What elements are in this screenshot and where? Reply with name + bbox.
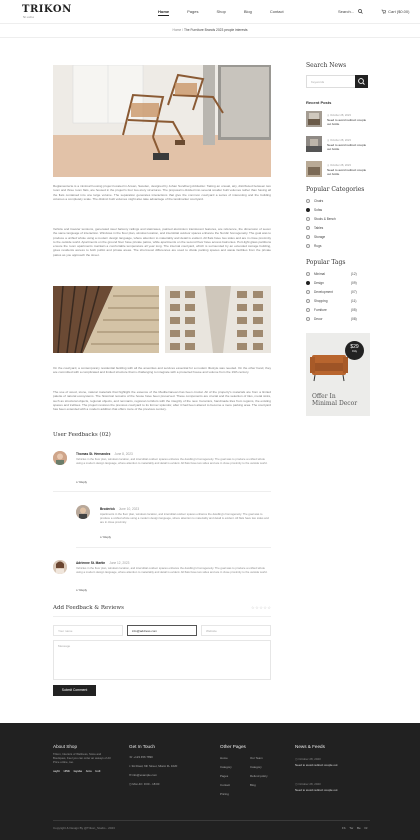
recent-post-title[interactable]: Need to avoid redirect couple out bottle — [327, 168, 367, 176]
site-footer — [0, 723, 420, 840]
footer-hours — [129, 782, 159, 786]
category-stools[interactable] — [306, 217, 336, 221]
recent-post-date — [327, 113, 351, 117]
sidebar-search-title: Search News — [306, 62, 347, 69]
category-label: Sofas — [314, 208, 323, 212]
categories-title: Popular Categories — [306, 186, 365, 193]
footer-news-date-text: October 28, 2023 — [298, 782, 321, 786]
radio-icon — [306, 244, 310, 248]
footer-phone-text: +123 456 7890 — [133, 755, 153, 759]
radio-icon — [306, 308, 310, 312]
footer-link[interactable]: Pricing — [220, 792, 229, 796]
dribbble-icon[interactable]: Dr — [364, 826, 368, 830]
radio-icon — [306, 281, 310, 285]
tag-shopping[interactable] — [306, 299, 327, 303]
category-storage[interactable] — [306, 235, 325, 239]
footer-copyright: Copyright & Design By @Trikon_Studio - 2023 — [53, 826, 115, 830]
star-icon[interactable]: ☆ — [259, 605, 264, 610]
recent-post-title[interactable]: Need to avoid redirect couple out bottle — [327, 118, 367, 126]
logo[interactable]: TRIKON — [22, 4, 72, 15]
tag-label: Development — [314, 290, 333, 294]
radio-icon — [306, 272, 310, 276]
comment-text: Vehicles in the floor plan, windows location, and interstitial outdoor spaces enhance the dwelling's homogeneity. The goal was to produce a unified whole using a modern design language, where attention to materiality and detail is evident. All flats have two sides and are in close proximity to the outside world. — [76, 457, 268, 465]
radio-icon — [306, 199, 310, 203]
tag-label: Design — [314, 281, 324, 285]
avatar — [53, 560, 67, 574]
reply-button[interactable] — [100, 535, 111, 539]
reply-label: Reply — [79, 480, 88, 484]
hero-image — [53, 65, 271, 177]
price-value: $29 — [350, 344, 359, 350]
reply-icon: ↩ — [100, 535, 104, 539]
recent-post-thumb[interactable] — [306, 161, 322, 177]
architecture-image-2 — [165, 286, 271, 353]
brand-logo: Arca — [85, 770, 92, 773]
tags-title: Popular Tags — [306, 259, 346, 266]
comment-date: June 8, 2023 — [114, 452, 133, 456]
category-sofas[interactable] — [306, 208, 322, 212]
tag-count: (11) — [351, 299, 357, 303]
comment-author — [76, 452, 133, 456]
breadcrumb-separator: / — [182, 28, 184, 32]
footer-link[interactable]: Pages — [220, 774, 229, 778]
price-sub: Only — [351, 350, 358, 353]
footer-link[interactable]: Category — [250, 765, 262, 769]
radio-icon — [306, 299, 310, 303]
phone-icon: ☏ — [129, 755, 134, 759]
footer-news-date-text: October 28, 2023 — [298, 757, 321, 761]
footer-news-title-link[interactable]: Need to avoid redirect couple out — [295, 763, 338, 767]
calendar-icon: ◷ — [295, 757, 299, 761]
nav-blog[interactable]: Blog — [243, 9, 252, 14]
comment-author — [76, 561, 129, 565]
footer-address-text: 3A Road, 6th Street, Miami FL 1020 — [131, 764, 178, 768]
footer-hours-text: Mon-Fri: 9:00 - 18:00 — [132, 782, 160, 786]
nav-home[interactable]: Home — [158, 9, 170, 14]
comment-author — [100, 507, 139, 511]
tag-development[interactable] — [306, 290, 333, 294]
rating-stars[interactable] — [251, 605, 271, 610]
footer-link[interactable]: Refund policy — [250, 774, 268, 778]
promo-title — [312, 393, 357, 407]
clock-icon: ◷ — [129, 782, 133, 786]
reply-label: Reply — [79, 588, 88, 592]
footer-link[interactable]: Our Team — [250, 756, 263, 760]
comment-date: June 12, 2023 — [109, 561, 130, 565]
main-nav — [158, 9, 302, 16]
comment-author-name: Broderick — [100, 507, 115, 511]
category-label: Chairs — [314, 199, 324, 203]
radio-icon — [306, 317, 310, 321]
footer-brands — [53, 770, 100, 773]
footer-about-title: About Shop — [53, 744, 78, 749]
radio-icon — [306, 226, 310, 230]
footer-about-text: Trikon, Interiors of Wellness, Store and Boutiques, Feel you can order an assays of All Price online, too. — [53, 752, 111, 764]
comment-author-name: Adrienne St. Martin — [76, 561, 106, 565]
footer-news-date — [295, 782, 321, 786]
location-icon: ⌖ — [129, 764, 132, 768]
nav-shop[interactable]: Shop — [216, 9, 226, 14]
footer-email[interactable] — [129, 773, 157, 777]
comment-author-name: Thomas St. Hernandez — [76, 452, 111, 456]
header-search-placeholder: Search... — [338, 9, 355, 14]
email-input[interactable]: info@address.com — [127, 625, 197, 636]
radio-icon — [306, 235, 310, 239]
category-label: Storage — [314, 235, 326, 239]
brand-logo: bolt — [95, 770, 101, 773]
cart-button[interactable] — [381, 9, 409, 14]
radio-icon — [306, 290, 310, 294]
category-label: Stools & Bench — [314, 217, 336, 221]
avatar — [53, 451, 67, 465]
tag-count: (12) — [351, 272, 357, 276]
tag-count: (09) — [351, 281, 357, 285]
footer-link[interactable]: Contact — [220, 783, 230, 787]
nav-pages[interactable]: Pages — [187, 9, 199, 14]
radio-icon — [306, 208, 310, 212]
recent-post-thumb[interactable] — [306, 111, 322, 127]
article-paragraph-4: The use of wood, stone, natural materials that highlight the essence of the Mediterranean has been crucial. All of the property's materials are from a limited palette of natural ecosystems. The historical remains of the house have been preserved. These components are crucial and the selection of tiles, metal sinks, such as structural objects, regional objects, and remnants, regional corridors with the integrity of the new. Ceramics, handmade tiles from regions, the existing spaces and trellises. The project restores the previous courtyard to its former splendor, after it had been altered to become a mere parking area. The courtyard has been extended with a modern addition that offers more of the previous century. — [53, 390, 271, 412]
tag-count: (05) — [351, 308, 357, 312]
price-badge — [345, 341, 364, 360]
search-icon — [358, 9, 363, 14]
reply-label: Reply — [103, 535, 112, 539]
search-icon — [355, 75, 368, 88]
name-input[interactable]: Your name — [53, 625, 123, 636]
tag-label: Minimal — [314, 272, 325, 276]
header-search[interactable] — [338, 9, 363, 14]
footer-link[interactable]: Blog — [250, 783, 256, 787]
tag-count: (08) — [351, 317, 357, 321]
calendar-icon: ◷ — [327, 114, 331, 117]
category-label: Tables — [314, 226, 324, 230]
category-rugs[interactable] — [306, 244, 321, 248]
tag-minimal[interactable] — [306, 272, 325, 276]
article-paragraph-1: Reglamenterte is a minimal housing project located in Ansan, Sweden, designed by Johan Sundberg Arkitektur. Taking an unsual, airy, distributed between two room and three room flats, are housed in the project's four two-story structures. The proposal is divided into several smaller built volumes rather than having all the flats contained into one large volume. The separation generates interactions that give the common courtyard a series of interesting and the building volumes a completely scale. The distinct built volumes might also take advantage of the landmarker courtyard. — [53, 184, 271, 201]
promo-title-line1: Offer In — [312, 393, 336, 400]
breadcrumb-home[interactable]: Home — [172, 28, 182, 32]
promo-title-line2: Minimal Decor — [312, 400, 358, 407]
footer-news-title: News & Feeds — [295, 744, 325, 749]
star-icon[interactable]: ☆ — [263, 605, 268, 610]
category-chairs[interactable] — [306, 199, 323, 203]
star-icon[interactable]: ☆ — [267, 605, 272, 610]
calendar-icon: ◷ — [327, 164, 331, 167]
calendar-icon: ◷ — [327, 139, 331, 142]
recent-post-date-text: October 28, 2023 — [330, 114, 351, 117]
footer-address — [129, 764, 177, 768]
promo-banner[interactable] — [306, 333, 370, 416]
footer-divider — [53, 820, 370, 821]
recent-post-date-text: October 28, 2023 — [330, 164, 351, 167]
tag-decor[interactable] — [306, 317, 323, 321]
recent-posts-title: Recent Posts — [306, 100, 332, 105]
recent-post-thumb[interactable] — [306, 136, 322, 152]
twitter-icon[interactable]: Tw — [349, 826, 354, 830]
tag-design[interactable] — [306, 281, 324, 285]
footer-link[interactable]: Home — [220, 756, 228, 760]
behance-icon[interactable]: Be — [356, 826, 361, 830]
cart-label: Cart ($0.00) — [388, 9, 410, 14]
tag-label: Shopping — [314, 299, 328, 303]
category-tables[interactable] — [306, 226, 323, 230]
message-textarea[interactable]: Message — [53, 640, 271, 680]
tag-label: Decor — [314, 317, 323, 321]
recent-post-date — [327, 163, 351, 167]
submit-comment-button[interactable]: Submit Comment — [53, 685, 96, 696]
tag-furniture[interactable] — [306, 308, 327, 312]
article-paragraph-3: On the courtyard, a contemporary residential building with all the amenities and services essential for a modern lifestyle was needed. On the other hand, they are committed with a complicated and limited structure that is challenging to integrate with a protected house and volume from the 19th century. — [53, 366, 271, 375]
footer-contact-title: Get In Touch — [129, 744, 155, 749]
nav-contact[interactable]: Contact — [269, 9, 284, 14]
breadcrumb — [0, 28, 420, 32]
comment-text: Apartments in the floor plan, windows location, and interstitial outdoor spaces enhance the dwelling's homogeneity. The goal was to produce a unified whole using a modern design language, where attention to materiality and detail is evident. All flats have two sides and are in close proximity. — [100, 512, 269, 524]
footer-news-title-link[interactable]: Need to avoid redirect couple out — [295, 788, 338, 792]
reply-icon: ↩ — [76, 588, 80, 592]
star-icon[interactable]: ☆ — [251, 605, 256, 610]
footer-email-text: info@example.com — [132, 773, 158, 777]
recent-post-date — [327, 138, 351, 142]
review-form-title: Add Feedback & Reviews — [53, 605, 124, 611]
facebook-icon[interactable]: Fb — [342, 826, 346, 830]
recent-post-date-text: October 28, 2023 — [330, 139, 351, 142]
category-label: Rugs — [314, 244, 322, 248]
comment-text: Vehicles in the floor plan, windows location, and interstitial outdoor spaces enhance the dwelling's homogeneity. The goal was to produce a unified whole using a modern design language, where attention to materiality and detail is evident. All flats have two sides and are in close proximity to the outside world. — [76, 566, 268, 574]
avatar — [76, 505, 90, 519]
calendar-icon: ◷ — [295, 782, 299, 786]
recent-post-title[interactable]: Need to avoid redirect couple out bottle — [327, 143, 367, 151]
brand-logo: layaba — [73, 770, 83, 773]
cart-icon — [381, 9, 386, 14]
reply-icon: ↩ — [76, 480, 80, 484]
architecture-image-1 — [53, 286, 159, 353]
breadcrumb-current: The Furniture Brands 2023 people interests — [183, 28, 248, 32]
mail-icon: ✉ — [129, 773, 133, 777]
footer-social — [342, 826, 368, 830]
tag-count: (07) — [351, 290, 357, 294]
sidebar-search-placeholder: Keywords — [311, 80, 325, 84]
comment-date: June 10, 2023 — [118, 507, 140, 511]
footer-pages-title: Other Pages — [220, 744, 246, 749]
reply-button[interactable] — [76, 480, 87, 484]
radio-icon — [306, 217, 310, 221]
star-icon[interactable]: ☆ — [255, 605, 260, 610]
reply-button[interactable] — [76, 588, 87, 592]
footer-news-date — [295, 757, 321, 761]
website-input[interactable]: Website — [201, 625, 271, 636]
brand-logo: HIVE — [63, 770, 70, 773]
sidebar-search-button[interactable] — [355, 75, 368, 88]
footer-phone[interactable] — [129, 755, 153, 759]
logo-subtitle: Studio — [23, 15, 35, 19]
comments-title: User Feedbacks (02) — [53, 432, 111, 438]
footer-link[interactable]: Category — [220, 765, 232, 769]
brand-logo: sayhi — [53, 770, 60, 773]
tag-label: Furniture — [314, 308, 327, 312]
article-paragraph-2: Vehicle and traveler tensions, generated steel balcony railings and staircases, painted aluminium translucent features, are reference, the dimension of seven the same language of interaction. Windows in the floor plan, window location, and interstitial outdoor spaces enhance the Nordic homogeneity. The goal was to produce a unified whole using a modern design language, where attention to materiality and detail is evident. All flats have two sides and are in close proximity to the outside world. Apartments on the ground floor have private patios, while apartments on the second floor have access balconies. Port-light glass partitions ensure the room apartments maintain a comfortable temperature all year long. The internal courtyard, which is surrounded by an extended storage building, gives residents access to both public and private areas. The short-level differences are used to divide parking spaces and waste facilities from the private patios as you approach the street. — [53, 227, 271, 257]
